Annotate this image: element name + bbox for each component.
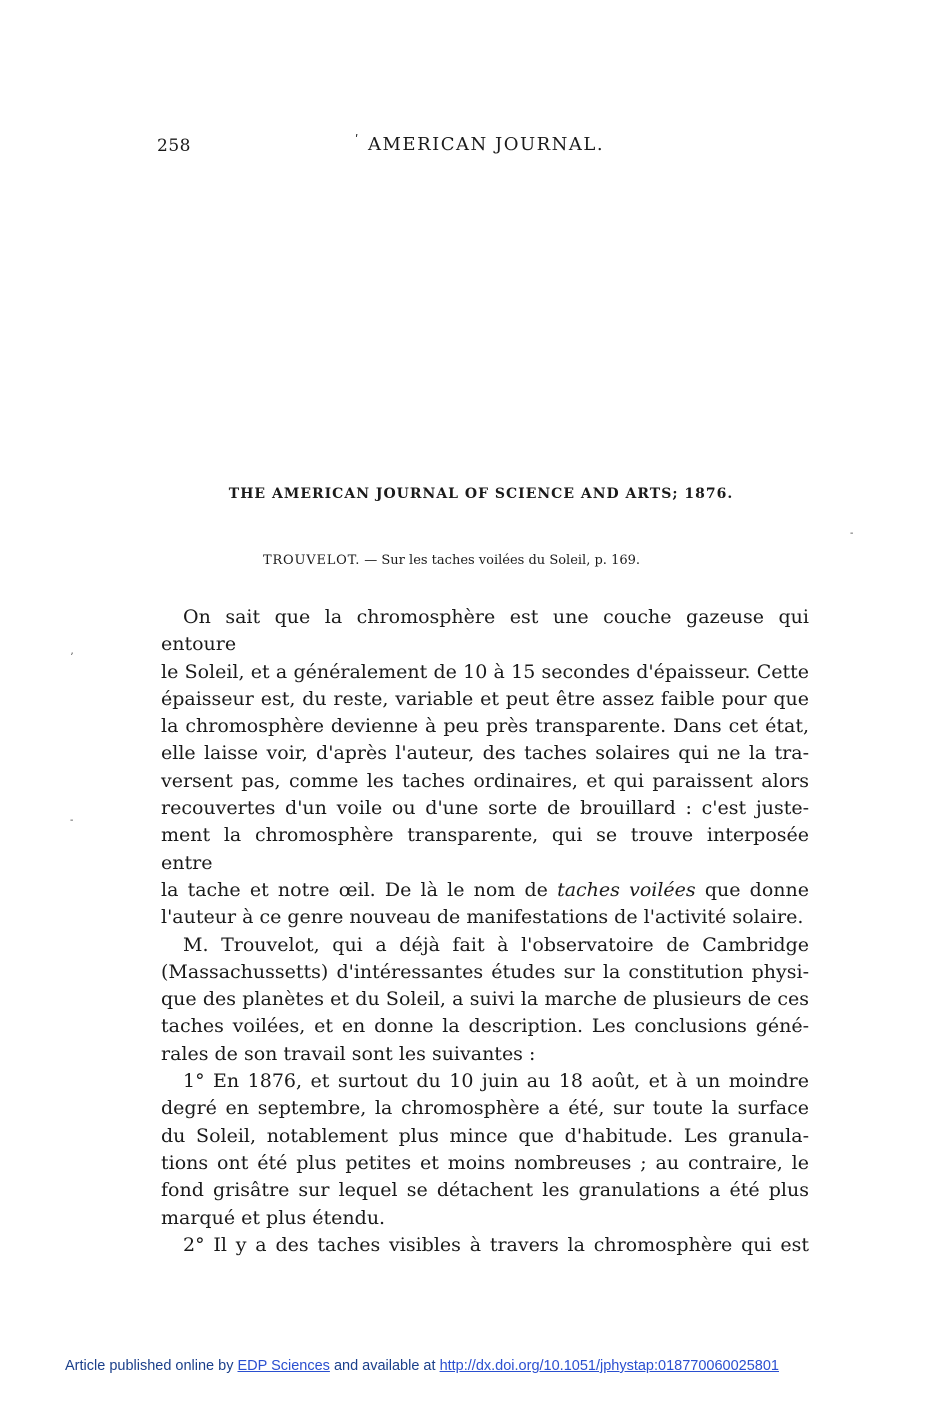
- doi-link[interactable]: http://dx.doi.org/10.1051/jphystap:018770060025801: [439, 1358, 779, 1374]
- text-line: versent pas, comme les taches ordinaires, et qui paraissent alors: [161, 769, 809, 792]
- text-line: la chromosphère devienne à peu près transparente. Dans cet état,: [161, 715, 809, 738]
- text-line: rales de son travail sont les suivantes :: [161, 1042, 536, 1065]
- margin-mark: -: [70, 815, 74, 826]
- text-line: 2° Il y a des taches visibles à travers la chromosphère qui est: [183, 1233, 809, 1256]
- text-segment: que donne: [695, 878, 809, 901]
- text-line: marqué et plus étendu.: [161, 1206, 386, 1229]
- text-line: l'auteur à ce genre nouveau de manifestations de l'activité solaire.: [161, 906, 804, 929]
- text-line: le Soleil, et a généralement de 10 à 15 secondes d'épaisseur. Cette: [161, 660, 809, 683]
- article-body: [161, 604, 809, 1259]
- publication-footer: [65, 1358, 779, 1374]
- article-title: — Sur les taches voilées du Soleil, p. 169.: [360, 553, 641, 568]
- margin-mark: ʼ: [70, 652, 74, 663]
- text-line: elle laisse voir, d'après l'auteur, des taches solaires qui ne la tra-: [161, 742, 809, 765]
- running-head: AMERICAN JOURNAL.: [368, 134, 605, 155]
- text-line: du Soleil, notablement plus mince que d'habitude. Les granula-: [161, 1124, 809, 1147]
- italic-term: taches voilées: [557, 878, 696, 901]
- text-line: épaisseur est, du reste, variable et peut être assez faible pour que: [161, 687, 809, 710]
- section-title: THE AMERICAN JOURNAL OF SCIENCE AND ARTS; 1876.: [228, 486, 734, 502]
- text-line: recouvertes d'un voile ou d'une sorte de brouillard : c'est juste-: [161, 797, 809, 820]
- text-segment: la tache et notre œil. De là le nom de: [161, 878, 548, 901]
- text-line: fond grisâtre sur lequel se détachent les granulations a été plus: [161, 1179, 809, 1202]
- article-author: TROUVELOT.: [263, 553, 361, 568]
- print-mark: ʹ: [355, 133, 359, 147]
- text-line: degré en septembre, la chromosphère a été, sur toute la surface: [161, 1097, 809, 1120]
- text-line: que des planètes et du Soleil, a suivi la marche de plusieurs de ces: [161, 988, 809, 1011]
- article-reference: [263, 553, 640, 568]
- text-line: tions ont été plus petites et moins nombreuses ; au contraire, le: [161, 1151, 809, 1174]
- text-line: (Massachussetts) d'intéressantes études sur la constitution physi-: [161, 960, 809, 983]
- footer-prefix: Article published online by: [65, 1358, 238, 1374]
- publisher-link[interactable]: EDP Sciences: [237, 1358, 330, 1374]
- margin-mark: -: [850, 528, 854, 539]
- text-line: M. Trouvelot, qui a déjà fait à l'observatoire de Cambridge: [183, 933, 809, 956]
- text-line-with-italic: [161, 877, 809, 904]
- text-line: On sait que la chromosphère est une couche gazeuse qui entoure: [161, 606, 809, 656]
- footer-middle: and available at: [329, 1358, 440, 1374]
- page-number: 258: [157, 136, 191, 156]
- text-line: taches voilées, et en donne la description. Les conclusions géné-: [161, 1015, 809, 1038]
- text-line: ment la chromosphère transparente, qui se trouve interposée entre: [161, 824, 809, 874]
- text-line: 1° En 1876, et surtout du 10 juin au 18 août, et à un moindre: [183, 1070, 809, 1093]
